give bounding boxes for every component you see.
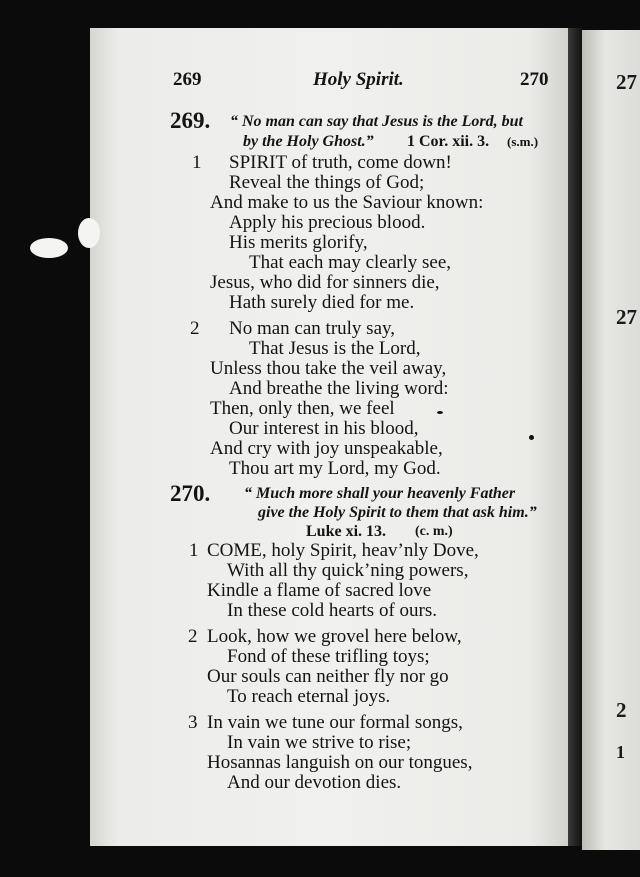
verse-line: That Jesus is the Lord, xyxy=(249,338,421,359)
verse-line: Thou art my Lord, my God. xyxy=(229,458,441,479)
verse-line: Our interest in his blood, xyxy=(229,418,419,439)
ink-speck xyxy=(529,435,534,440)
verse-line: And cry with joy unspeakable, xyxy=(210,438,443,459)
meter: (s.m.) xyxy=(507,134,539,149)
verse-line: Kindle a flame of sacred love xyxy=(207,580,432,601)
verse-line: Hosannas languish on our tongues, xyxy=(207,752,473,773)
verse-line: Jesus, who did for sinners die, xyxy=(210,272,440,293)
next-page-fragment: 27 xyxy=(616,305,637,329)
verse-line: Apply his precious blood. xyxy=(229,212,426,233)
hymn-epigraph-line: give the Holy Spirit to them that ask him.” xyxy=(258,504,537,521)
next-page-fragment: 1 xyxy=(616,742,625,762)
page-number-right: 270 xyxy=(520,69,549,90)
hymn-number: 269. xyxy=(170,108,211,133)
verse-line: COME, holy Spirit, heav’nly Dove, xyxy=(207,540,479,561)
hymn-epigraph-line: by the Holy Ghost.” xyxy=(243,133,374,150)
paper-damage xyxy=(78,218,100,248)
verse-line: Then, only then, we feel xyxy=(210,398,395,419)
verse-number: 2 xyxy=(188,626,198,647)
gutter-shadow xyxy=(568,28,582,846)
verse-line: Our souls can neither fly nor go xyxy=(207,666,449,687)
verse-line: And breathe the living word: xyxy=(229,378,449,399)
verse-number: 1 xyxy=(192,152,202,173)
verse-line: That each may clearly see, xyxy=(249,252,452,273)
verse-line: And our devotion dies. xyxy=(227,772,402,793)
verse-number: 1 xyxy=(189,540,199,561)
next-page-fragment: 2 xyxy=(616,698,627,722)
verse-line: No man can truly say, xyxy=(229,318,396,339)
running-title: Holy Spirit. xyxy=(313,69,404,90)
meter: (c. m.) xyxy=(415,524,453,539)
verse-line: Unless thou take the veil away, xyxy=(210,358,447,379)
verse-line: In vain we strive to rise; xyxy=(227,732,412,753)
verse-line: In these cold hearts of ours. xyxy=(227,600,437,621)
next-page-fragment: 27 xyxy=(616,70,637,94)
verse-line: Look, how we grovel here below, xyxy=(207,626,462,647)
ink-speck xyxy=(437,411,443,414)
scripture-reference: 1 Cor. xii. 3. xyxy=(407,133,490,150)
verse-line: In vain we tune our formal songs, xyxy=(207,712,463,733)
hymn-number: 270. xyxy=(170,481,211,506)
verse-number: 3 xyxy=(188,712,198,733)
verse-line: His merits glorify, xyxy=(229,232,368,253)
verse-line: Fond of these trifling toys; xyxy=(227,646,430,667)
hymn-epigraph-line: “ No man can say that Jesus is the Lord, but xyxy=(230,113,523,130)
verse-line: And make to us the Saviour known: xyxy=(210,192,484,213)
verse-line: Hath surely died for me. xyxy=(229,292,415,313)
page-number-left: 269 xyxy=(173,69,202,90)
verse-line: Reveal the things of God; xyxy=(229,172,425,193)
verse-line: With all thy quick’ning powers, xyxy=(227,560,469,581)
paper-damage xyxy=(30,238,68,258)
scripture-reference: Luke xi. 13. xyxy=(306,523,387,540)
verse-line: SPIRIT of truth, come down! xyxy=(229,152,452,173)
hymn-epigraph-line: “ Much more shall your heavenly Father xyxy=(244,485,516,502)
verse-line: To reach eternal joys. xyxy=(227,686,391,707)
verse-number: 2 xyxy=(190,318,200,339)
next-page-edge xyxy=(582,30,640,850)
